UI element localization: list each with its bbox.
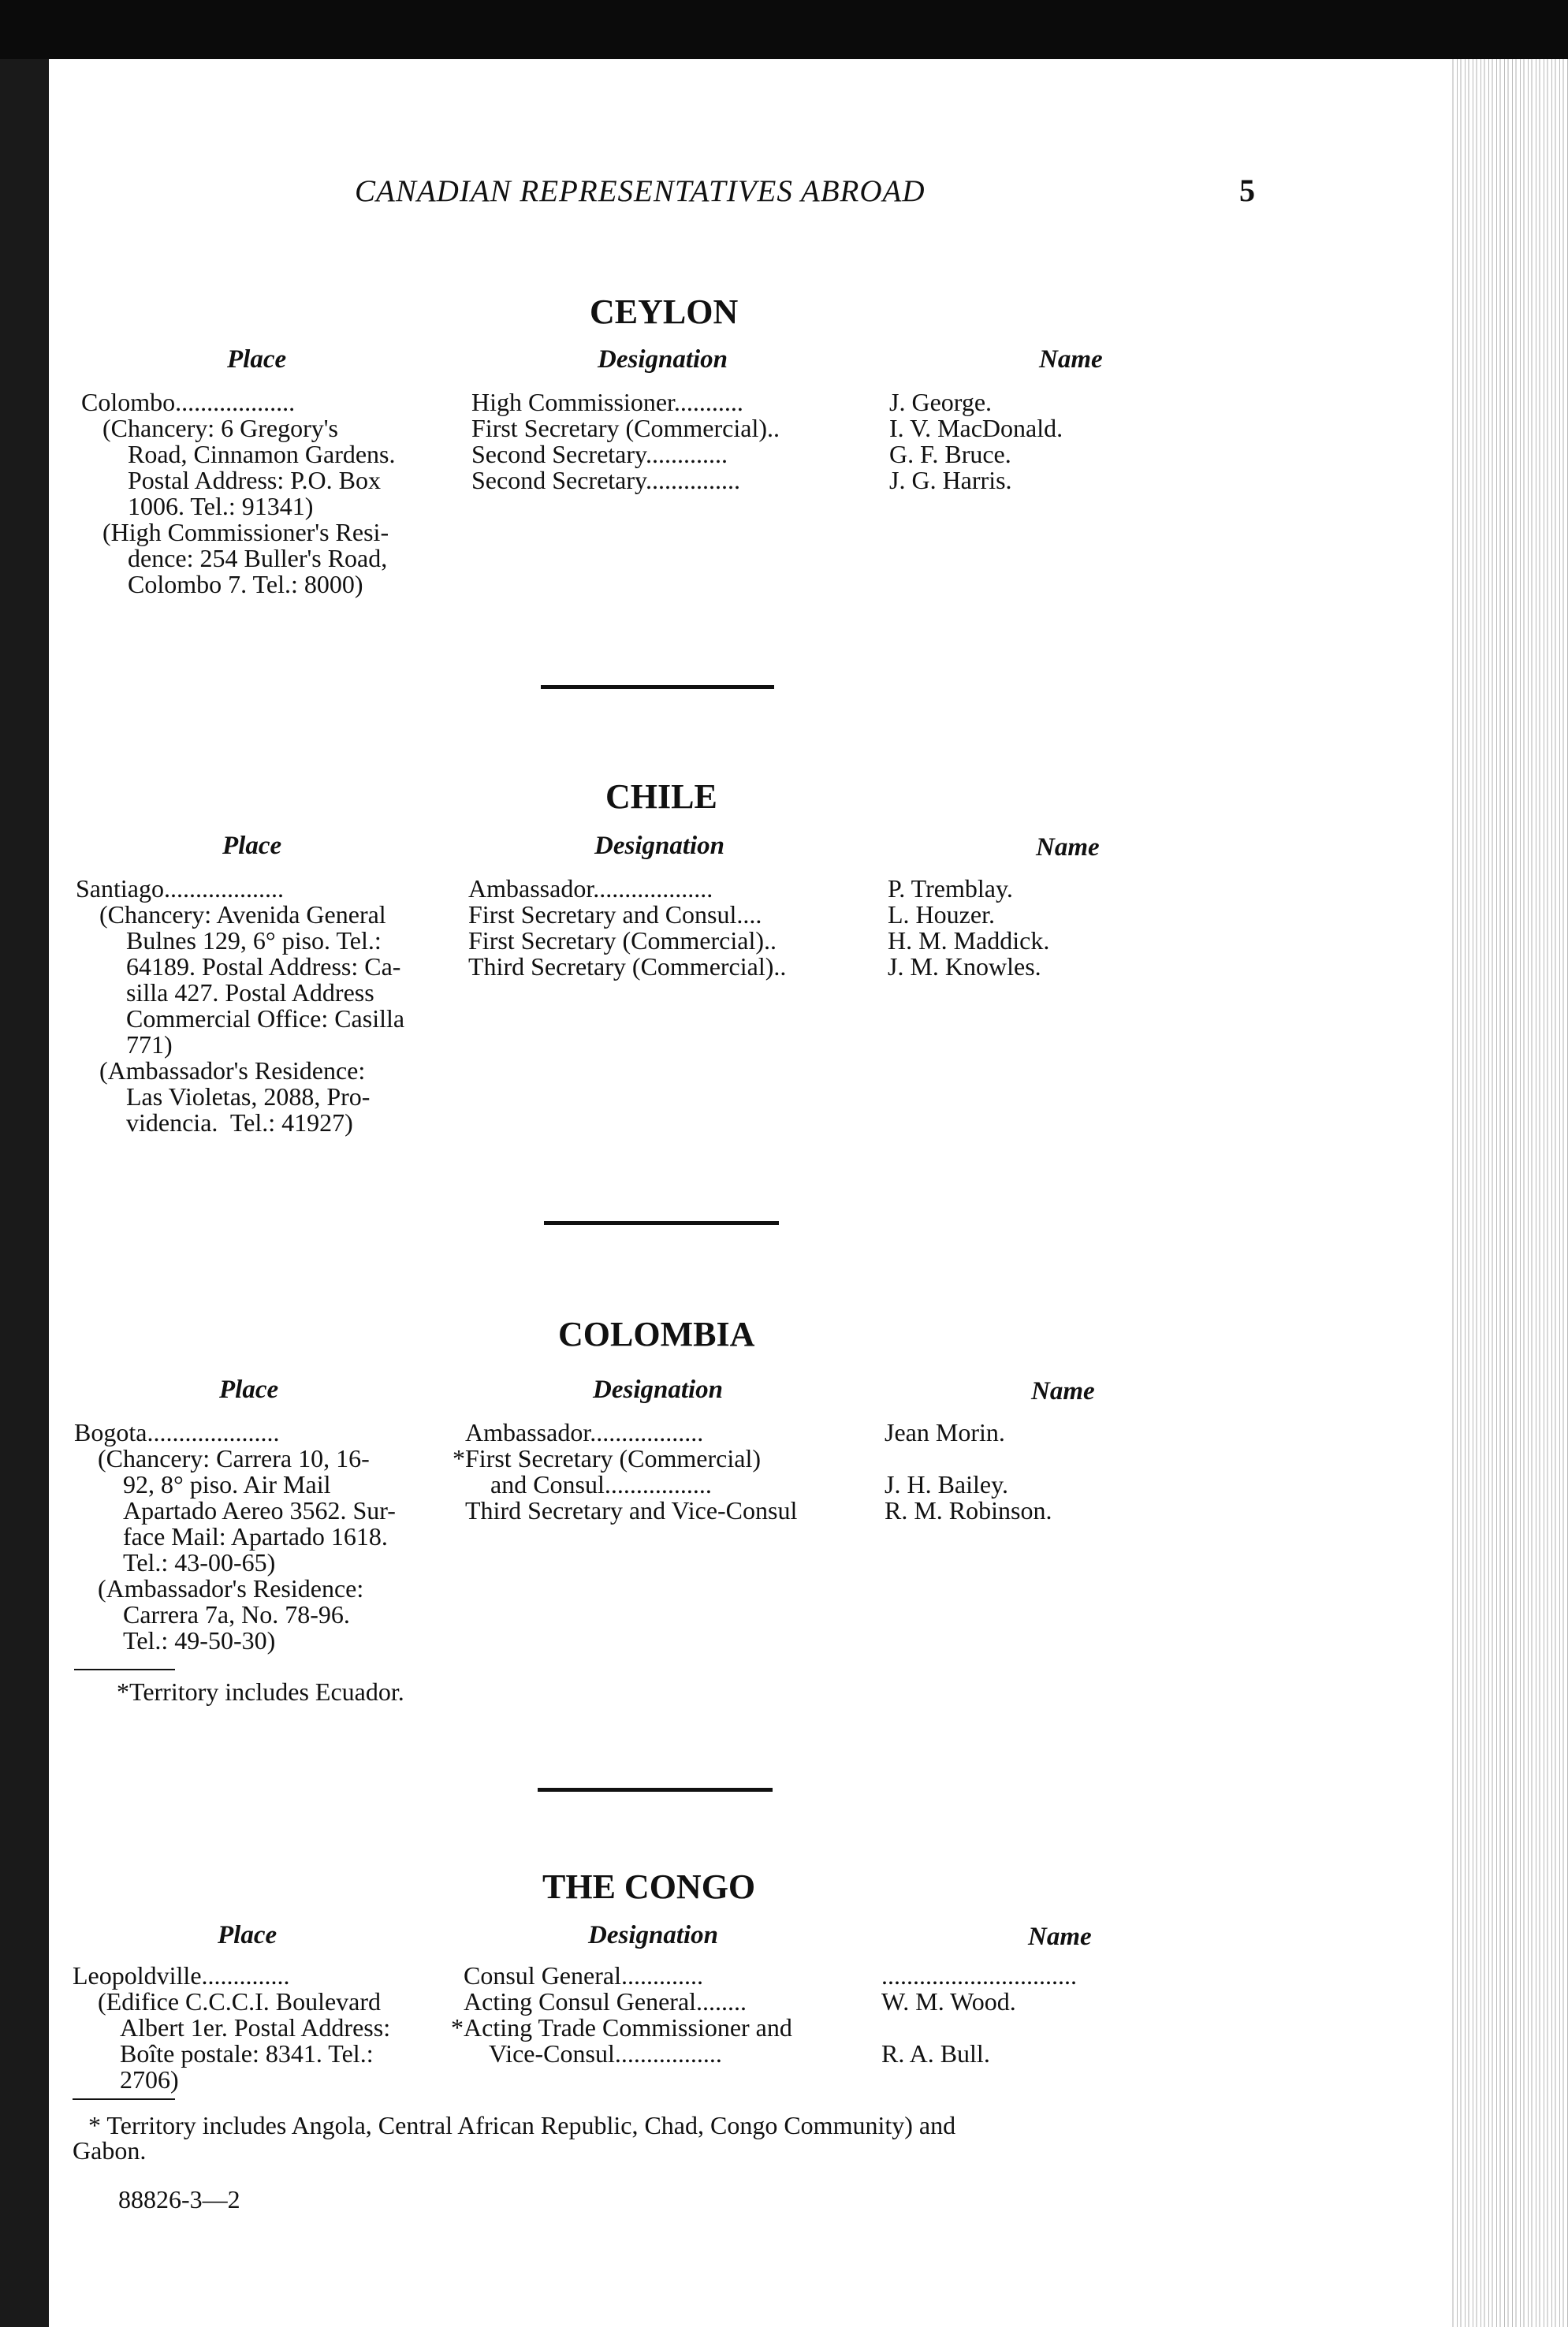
place-entry: Apartado Aereo 3562. Sur- xyxy=(123,1496,396,1525)
place-entry: Postal Address: P.O. Box xyxy=(128,466,381,494)
name-entry: J. M. Knowles. xyxy=(888,952,1041,981)
designation-entry: Acting Consul General........ xyxy=(464,1987,747,2016)
col-header-name: Name xyxy=(1039,345,1103,374)
footnote: Gabon. xyxy=(73,2136,147,2165)
place-entry: 771) xyxy=(126,1030,173,1059)
designation-entry: First Secretary (Commercial).. xyxy=(471,414,780,442)
place-entry: 92, 8° piso. Air Mail xyxy=(123,1470,331,1499)
place-entry: Bogota..................... xyxy=(74,1418,280,1446)
place-entry: 64189. Postal Address: Ca- xyxy=(126,952,401,981)
col-header-place: Place xyxy=(227,345,287,374)
designation-entry: First Secretary (Commercial).. xyxy=(468,926,777,955)
designation-entry: Third Secretary (Commercial).. xyxy=(468,952,787,981)
col-header-name: Name xyxy=(1036,833,1100,862)
col-header-name: Name xyxy=(1031,1377,1095,1406)
place-entry: Carrera 7a, No. 78-96. xyxy=(123,1600,350,1629)
designation-entry: Consul General............. xyxy=(464,1961,703,1990)
place-entry: face Mail: Apartado 1618. xyxy=(123,1522,388,1551)
place-entry: (High Commissioner's Resi- xyxy=(102,518,389,546)
name-entry: J. George. xyxy=(889,388,993,416)
place-entry: Leopoldville.............. xyxy=(73,1961,290,1990)
designation-entry: Second Secretary............... xyxy=(471,466,740,494)
section-title-chile: CHILE xyxy=(605,777,717,816)
place-entry: Albert 1er. Postal Address: xyxy=(120,2013,391,2042)
place-entry: (Ambassador's Residence: xyxy=(98,1574,364,1603)
page-edge-shadow xyxy=(1450,59,1568,2327)
footnote-rule xyxy=(73,2098,175,2100)
section-divider xyxy=(544,1221,779,1225)
footnote: *Territory includes Ecuador. xyxy=(117,1677,404,1706)
name-entry: I. V. MacDonald. xyxy=(889,414,1063,442)
name-entry: J. H. Bailey. xyxy=(885,1470,1009,1499)
designation-entry: Vice-Consul................. xyxy=(489,2039,722,2068)
place-entry: 2706) xyxy=(120,2065,179,2094)
designation-entry: Third Secretary and Vice-Consul xyxy=(465,1496,798,1525)
name-entry: R. A. Bull. xyxy=(881,2039,990,2068)
col-header-designation: Designation xyxy=(593,1376,724,1404)
designation-entry: *First Secretary (Commercial) xyxy=(453,1444,761,1473)
section-divider xyxy=(538,1788,773,1792)
col-header-designation: Designation xyxy=(588,1921,719,1949)
name-entry: J. G. Harris. xyxy=(889,466,1012,494)
designation-entry: Second Secretary............. xyxy=(471,440,728,468)
place-entry: Tel.: 43-00-65) xyxy=(123,1548,276,1577)
place-entry: Boîte postale: 8341. Tel.: xyxy=(120,2039,374,2068)
designation-entry: High Commissioner........... xyxy=(471,388,743,416)
place-entry: Tel.: 49-50-30) xyxy=(123,1626,276,1655)
designation-entry: Ambassador................... xyxy=(468,874,713,903)
designation-entry: First Secretary and Consul.... xyxy=(468,900,762,929)
place-entry: Road, Cinnamon Gardens. xyxy=(128,440,396,468)
col-header-place: Place xyxy=(219,1376,279,1404)
name-entry: R. M. Robinson. xyxy=(885,1496,1052,1525)
name-entry: L. Houzer. xyxy=(888,900,995,929)
name-entry: ............................... xyxy=(881,1961,1077,1990)
col-header-name: Name xyxy=(1028,1923,1092,1951)
designation-entry: *Acting Trade Commissioner and xyxy=(451,2013,792,2042)
name-entry: Jean Morin. xyxy=(885,1418,1005,1446)
section-divider xyxy=(541,685,774,689)
col-header-place: Place xyxy=(222,832,282,860)
name-entry: G. F. Bruce. xyxy=(889,440,1011,468)
col-header-designation: Designation xyxy=(594,832,725,860)
page-number: 5 xyxy=(1239,173,1255,208)
section-title-congo: THE CONGO xyxy=(542,1867,756,1906)
place-entry: (Ambassador's Residence: xyxy=(99,1056,366,1085)
place-entry: silla 427. Postal Address xyxy=(126,978,374,1007)
designation-entry: Ambassador.................. xyxy=(465,1418,704,1446)
designation-entry: and Consul................. xyxy=(490,1470,712,1499)
col-header-designation: Designation xyxy=(598,345,728,374)
place-entry: (Edifice C.C.C.I. Boulevard xyxy=(98,1987,382,2016)
place-entry: Las Violetas, 2088, Pro- xyxy=(126,1082,371,1111)
footnote: * Territory includes Angola, Central African Republic, Chad, Congo Community) and xyxy=(88,2111,956,2139)
place-entry: Santiago................... xyxy=(76,874,284,903)
running-header: CANADIAN REPRESENTATIVES ABROAD xyxy=(355,174,926,208)
section-title-ceylon: CEYLON xyxy=(590,292,739,331)
name-entry: H. M. Maddick. xyxy=(888,926,1050,955)
place-entry: 1006. Tel.: 91341) xyxy=(128,492,314,520)
col-header-place: Place xyxy=(218,1921,277,1949)
name-entry: P. Tremblay. xyxy=(888,874,1013,903)
place-entry: videncia. Tel.: 41927) xyxy=(126,1108,353,1137)
name-entry: W. M. Wood. xyxy=(881,1987,1016,2016)
place-entry: (Chancery: Avenida General xyxy=(99,900,386,929)
place-entry: dence: 254 Buller's Road, xyxy=(128,544,388,572)
place-entry: (Chancery: 6 Gregory's xyxy=(102,414,338,442)
footer-code: 88826-3—2 xyxy=(118,2185,240,2213)
section-title-colombia: COLOMBIA xyxy=(558,1315,755,1353)
place-entry: Colombo................... xyxy=(81,388,296,416)
footnote-rule xyxy=(74,1669,175,1670)
place-entry: Commercial Office: Casilla xyxy=(126,1004,405,1033)
scan-top-border xyxy=(0,0,1568,59)
place-entry: Colombo 7. Tel.: 8000) xyxy=(128,570,363,598)
place-entry: Bulnes 129, 6° piso. Tel.: xyxy=(126,926,382,955)
place-entry: (Chancery: Carrera 10, 16- xyxy=(98,1444,370,1473)
